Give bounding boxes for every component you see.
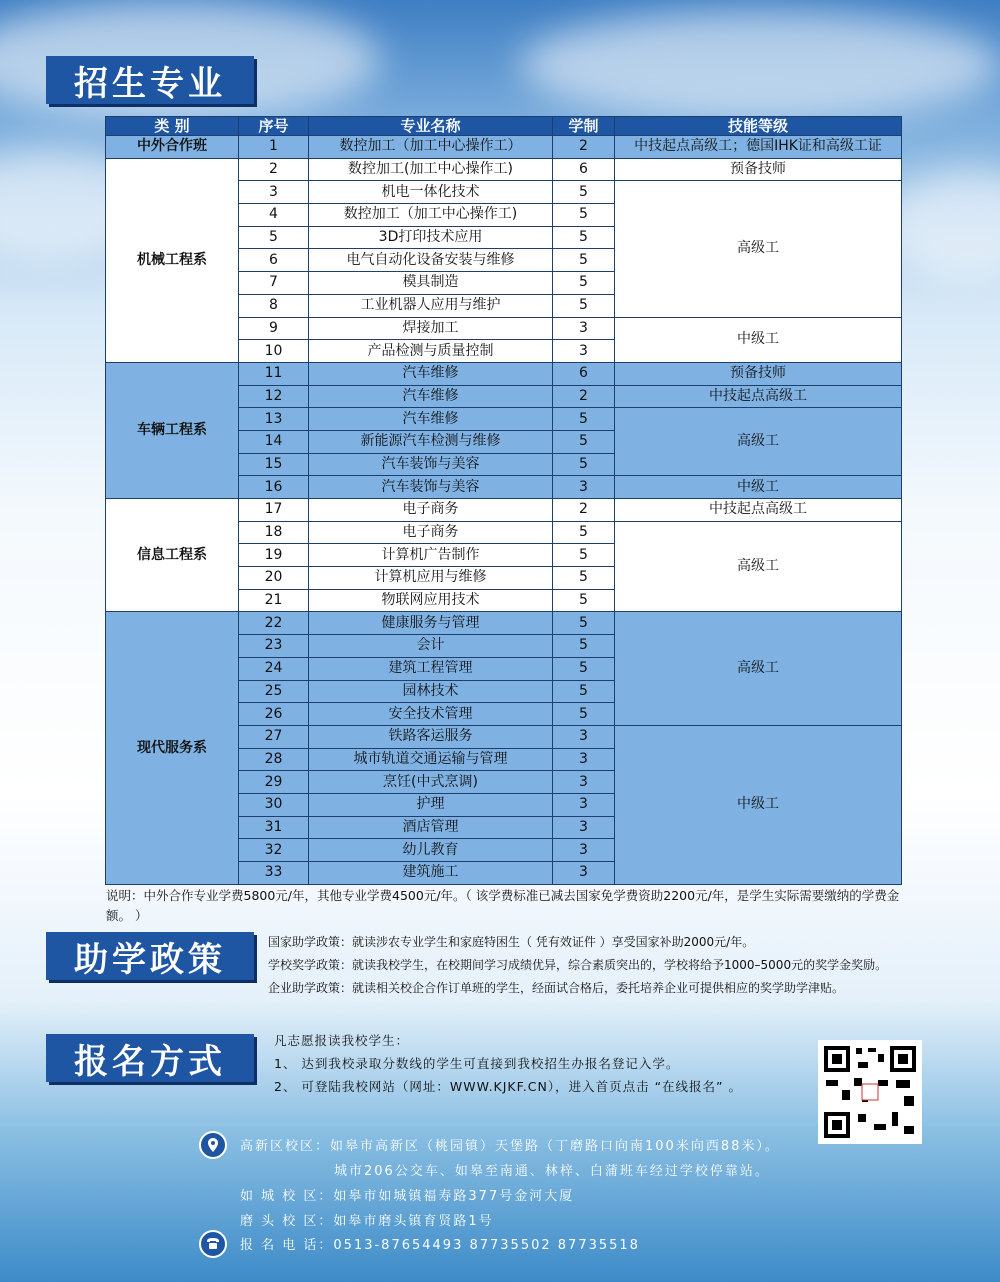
index-cell: 33 [239,862,309,885]
index-cell: 25 [239,680,309,703]
major-cell: 电子商务 [309,499,553,522]
index-cell: 23 [239,635,309,658]
years-cell: 5 [553,408,615,431]
index-cell: 20 [239,567,309,590]
address-rucheng: 如 城 校 区：如皋市如城镇福寿路377号金河大厦 [240,1189,575,1204]
fee-note: 说明：中外合作专业学费5800元/年，其他专业学费4500元/年。（ 该学费标准已减去国家免学费资助2200元/年，是学生实际需要缴纳的学费金额。 ） [106,888,900,923]
major-cell: 电气自动化设备安装与维修 [309,249,553,272]
years-cell: 5 [553,703,615,726]
major-cell: 计算机广告制作 [309,544,553,567]
major-cell: 城市轨道交通运输与管理 [309,748,553,771]
majors-table [105,116,902,885]
major-cell: 数控加工（加工中心操作工) [309,204,553,227]
index-cell: 15 [239,453,309,476]
major-cell: 汽车装饰与美容 [309,476,553,499]
years-cell: 3 [553,793,615,816]
major-cell: 幼儿教育 [309,839,553,862]
years-cell: 5 [553,680,615,703]
major-cell: 3D打印技术应用 [309,226,553,249]
index-cell: 8 [239,294,309,317]
index-cell: 19 [239,544,309,567]
table-row [106,499,902,522]
table-row [106,612,902,635]
years-cell: 3 [553,476,615,499]
years-cell: 6 [553,362,615,385]
years-cell: 5 [553,204,615,227]
major-cell: 汽车装饰与美容 [309,453,553,476]
major-cell: 数控加工(加工中心操作工) [309,158,553,181]
index-cell: 29 [239,771,309,794]
header-level: 技能等级 [615,117,902,136]
index-cell: 30 [239,793,309,816]
address-gaoxin: 高新区校区：如皋市高新区（桃园镇）天堡路（丁磨路口向南100米向西88米）。 [240,1139,780,1154]
index-cell: 18 [239,521,309,544]
header-index: 序号 [239,117,309,136]
category-cell: 机械工程系 [106,158,239,362]
major-cell: 安全技术管理 [309,703,553,726]
level-cell: 中技起点高级工；德国IHK证和高级工证 [615,136,902,159]
major-cell: 护理 [309,793,553,816]
header-category: 类 别 [106,117,239,136]
aid-policy-national: 国家助学政策：就读涉农专业学生和家庭特困生（ 凭有效证件 ）享受国家补助2000元/年。 [268,935,755,949]
years-cell: 5 [553,521,615,544]
major-cell: 工业机器人应用与维护 [309,294,553,317]
major-cell: 酒店管理 [309,816,553,839]
index-cell: 12 [239,385,309,408]
category-cell: 现代服务系 [106,612,239,884]
years-cell: 6 [553,158,615,181]
years-cell: 3 [553,725,615,748]
years-cell: 5 [553,453,615,476]
header-major: 专业名称 [309,117,553,136]
major-cell: 计算机应用与维修 [309,567,553,590]
major-cell: 会计 [309,635,553,658]
major-cell: 建筑工程管理 [309,657,553,680]
years-cell: 2 [553,136,615,159]
level-cell: 中技起点高级工 [615,385,902,408]
index-cell: 32 [239,839,309,862]
major-cell: 物联网应用技术 [309,589,553,612]
signup-step-2: 2、 可登陆我校网站（网址：WWW.KJKF.CN），进入首页点击 “在线报名” 。 [274,1079,743,1094]
index-cell: 7 [239,272,309,295]
category-cell: 车辆工程系 [106,362,239,498]
years-cell: 5 [553,635,615,658]
major-cell: 汽车维修 [309,408,553,431]
index-cell: 24 [239,657,309,680]
level-cell: 中级工 [615,317,902,362]
major-cell: 建筑施工 [309,862,553,885]
major-cell: 模具制造 [309,272,553,295]
header-years: 学制 [553,117,615,136]
table-row [106,158,902,181]
major-cell: 汽车维修 [309,385,553,408]
years-cell: 3 [553,340,615,363]
aid-policy-enterprise: 企业助学政策：就读相关校企合作订单班的学生，经面试合格后，委托培养企业可提供相应的奖学助学津贴。 [268,981,845,995]
category-cell: 信息工程系 [106,499,239,612]
index-cell: 3 [239,181,309,204]
years-cell: 5 [553,612,615,635]
index-cell: 17 [239,499,309,522]
level-cell: 预备技师 [615,158,902,181]
signup-step-1: 1、 达到我校录取分数线的学生可直接到我校招生办报名登记入学。 [274,1056,680,1071]
index-cell: 27 [239,725,309,748]
years-cell: 5 [553,430,615,453]
address-bus: 城市206公交车、如皋至南通、林梓、白蒲班车经过学校停靠站。 [334,1164,770,1179]
major-cell: 汽车维修 [309,362,553,385]
index-cell: 2 [239,158,309,181]
major-cell: 焊接加工 [309,317,553,340]
index-cell: 21 [239,589,309,612]
signup-intro: 凡志愿报读我校学生： [274,1033,410,1048]
major-cell: 电子商务 [309,521,553,544]
majors-title: 招生专业 [46,56,254,104]
years-cell: 3 [553,771,615,794]
qr-code [818,1040,922,1144]
index-cell: 1 [239,136,309,159]
phone-numbers: 报 名 电 话：0513-87654493 87735502 87735518 [240,1238,640,1253]
index-cell: 6 [239,249,309,272]
years-cell: 5 [553,272,615,295]
major-cell: 健康服务与管理 [309,612,553,635]
index-cell: 14 [239,430,309,453]
years-cell: 3 [553,839,615,862]
index-cell: 26 [239,703,309,726]
major-cell: 产品检测与质量控制 [309,340,553,363]
table-row [106,362,902,385]
index-cell: 22 [239,612,309,635]
level-cell: 高级工 [615,612,902,725]
years-cell: 5 [553,226,615,249]
years-cell: 5 [553,249,615,272]
years-cell: 5 [553,657,615,680]
index-cell: 13 [239,408,309,431]
index-cell: 28 [239,748,309,771]
major-cell: 园林技术 [309,680,553,703]
index-cell: 11 [239,362,309,385]
level-cell: 高级工 [615,521,902,612]
table-row [106,136,902,159]
major-cell: 铁路客运服务 [309,725,553,748]
years-cell: 5 [553,544,615,567]
index-cell: 9 [239,317,309,340]
category-cell: 中外合作班 [106,136,239,159]
level-cell: 高级工 [615,181,902,317]
years-cell: 2 [553,499,615,522]
major-cell: 机电一体化技术 [309,181,553,204]
cloud [520,10,1000,120]
location-pin-icon [199,1131,227,1159]
index-cell: 16 [239,476,309,499]
index-cell: 31 [239,816,309,839]
years-cell: 2 [553,385,615,408]
table-header-row [106,117,902,136]
address-motou: 磨 头 校 区：如皋市磨头镇育贤路1号 [240,1214,494,1229]
index-cell: 10 [239,340,309,363]
signup-title: 报名方式 [46,1034,254,1082]
years-cell: 5 [553,294,615,317]
level-cell: 高级工 [615,408,902,476]
major-cell: 烹饪(中式烹调) [309,771,553,794]
years-cell: 3 [553,862,615,885]
index-cell: 4 [239,204,309,227]
level-cell: 预备技师 [615,362,902,385]
years-cell: 5 [553,181,615,204]
aid-title: 助学政策 [46,932,254,980]
level-cell: 中级工 [615,476,902,499]
years-cell: 3 [553,748,615,771]
major-cell: 新能源汽车检测与维修 [309,430,553,453]
level-cell: 中级工 [615,725,902,884]
years-cell: 3 [553,816,615,839]
years-cell: 3 [553,317,615,340]
major-cell: 数控加工（加工中心操作工） [309,136,553,159]
aid-policy-school: 学校奖学政策：就读我校学生，在校期间学习成绩优异，综合素质突出的，学校将给予1000–5000元的奖学金奖励。 [268,958,888,972]
phone-icon [199,1230,227,1258]
index-cell: 5 [239,226,309,249]
years-cell: 5 [553,589,615,612]
years-cell: 5 [553,567,615,590]
level-cell: 中技起点高级工 [615,499,902,522]
